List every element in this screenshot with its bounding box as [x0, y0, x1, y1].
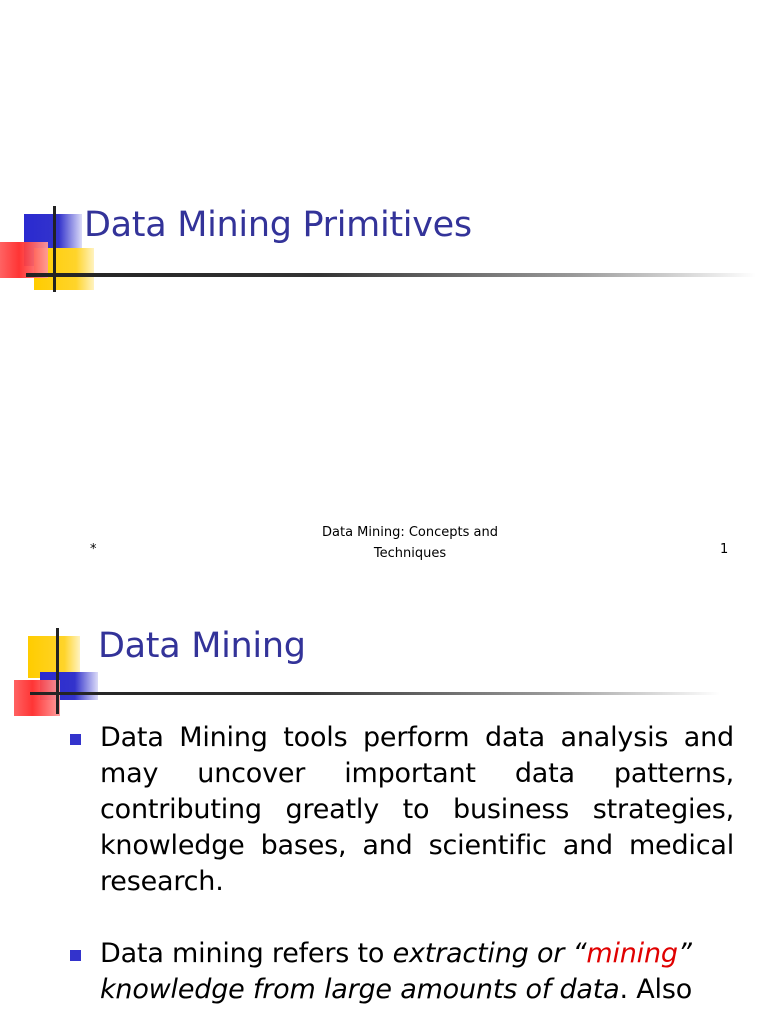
vertical-line	[56, 628, 59, 714]
bullet-text-plain: . Also	[619, 974, 693, 1005]
bullet-item	[70, 720, 734, 900]
vertical-line	[53, 206, 56, 292]
emphasis-mining: mining	[586, 938, 678, 969]
bullet-text-plain: Data mining refers to	[100, 938, 393, 969]
bullet-text	[100, 936, 734, 1008]
slide-title: Data Mining	[98, 626, 306, 666]
slide-2	[0, 582, 768, 1024]
bullet-text-italic: ” knowledge from large amounts of data	[100, 938, 692, 1005]
title-underline	[26, 273, 756, 277]
footer-center	[280, 522, 540, 564]
bullet-item	[70, 936, 734, 1008]
footer-center-line1: Data Mining: Concepts and	[322, 525, 498, 540]
bullet-list	[70, 720, 734, 1024]
bullet-marker	[70, 734, 81, 745]
red-square	[14, 680, 60, 716]
title-underline	[30, 692, 720, 695]
footer-left: *	[90, 542, 97, 557]
bullet-text-italic: extracting or “	[392, 938, 587, 969]
bullet-marker	[70, 950, 81, 961]
slide-title: Data Mining Primitives	[84, 205, 472, 245]
footer-center-line2: Techniques	[373, 546, 447, 561]
bullet-text: Data Mining tools perform data analysis and may uncover important data patterns, contributing greatly to business strategies, knowledge bases, and scientific and medical research.	[100, 722, 734, 897]
slide-number: 1	[720, 542, 729, 557]
